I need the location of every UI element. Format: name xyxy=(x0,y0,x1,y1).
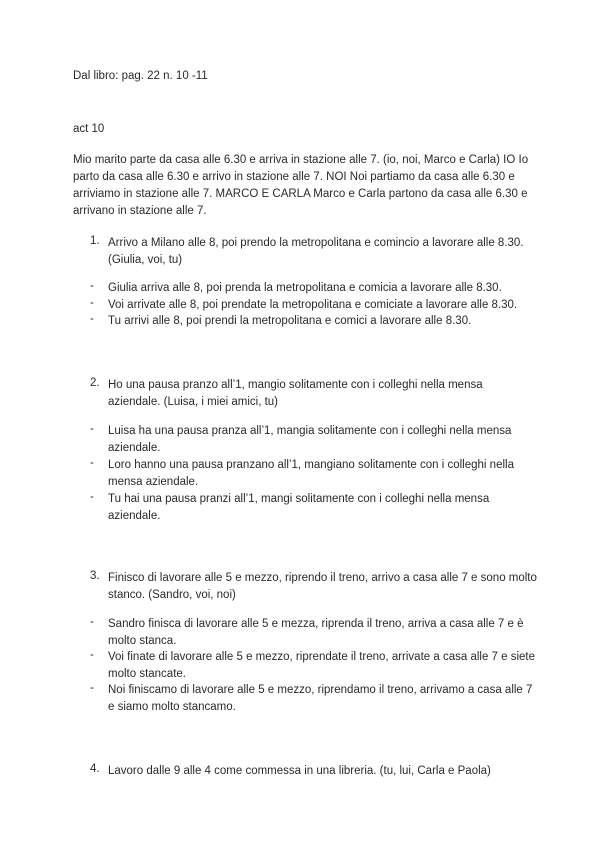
bullet-dash: - xyxy=(90,682,94,694)
exercise-prompt: Finisco di lavorare alle 5 e mezzo, riprendo il treno, arrivo a casa alle 7 e sono molto stanco. (Sandro, voi, noi) xyxy=(108,572,537,601)
answer-item: Tu hai una pausa pranzi all’1, mangi solitamente con i colleghi nella mensa aziendale. xyxy=(108,493,490,522)
activity-heading: act 10 xyxy=(73,123,105,135)
bullet-dash: - xyxy=(90,649,94,661)
exercise-number: 3. xyxy=(90,570,100,582)
answer-item: Loro hanno una pausa pranzano all’1, mangiano solitamente con i colleghi nella mensa aziendale. xyxy=(108,459,514,488)
bullet-dash: - xyxy=(90,297,94,309)
exercise-prompt: Ho una pausa pranzo all’1, mangio solitamente con i colleghi nella mensa aziendale. (Luisa, i miei amici, tu) xyxy=(108,379,483,408)
answer-item: Voi arrivate alle 8, poi prendate la metropolitana e comiciate a lavorare alle 8.30. xyxy=(108,299,518,311)
exercise-prompt: Arrivo a Milano alle 8, poi prendo la metropolitana e comincio a lavorare alle 8.30. (Giulia, voi, tu) xyxy=(108,237,524,266)
bullet-dash: - xyxy=(90,423,94,435)
answer-item: Voi finate di lavorare alle 5 e mezzo, riprendate il treno, arrivate a casa alle 7 e siete molto stancate. xyxy=(108,651,536,680)
bullet-dash: - xyxy=(90,616,94,628)
answer-item: Giulia arriva alle 8, poi prenda la metropolitana e comicia a lavorare alle 8.30. xyxy=(108,282,502,294)
answer-item: Luisa ha una pausa pranza all’1, mangia solitamente con i colleghi nella mensa aziendale. xyxy=(108,425,512,454)
exercise-prompt: Lavoro dalle 9 alle 4 come commessa in una libreria. (tu, lui, Carla e Paola) xyxy=(108,765,491,777)
answer-item: Tu arrivi alle 8, poi prendi la metropolitana e comici a lavorare alle 8.30. xyxy=(108,315,472,327)
exercise-number: 2. xyxy=(90,377,100,389)
answer-item: Sandro finisca di lavorare alle 5 e mezza, riprenda il treno, arriva a casa alle 7 e è molto stanca. xyxy=(108,618,524,647)
exercise-number: 4. xyxy=(90,763,100,775)
intro-paragraph: Mio marito parte da casa alle 6.30 e arriva in stazione alle 7. (io, noi, Marco e Carla) IO Io parto da casa alle 6.30 e arrivo in stazione alle 7. NOI Noi partiamo da casa alle 6.30 e arriviamo in stazione alle 7. MARCO E CARLA Marco e Carla partono da casa alle 6.30 e arrivano in stazione alle 7. xyxy=(73,154,529,217)
answer-item: Noi finiscamo di lavorare alle 5 e mezzo, riprendamo il treno, arrivamo a casa alle 7 e siamo molto stancamo. xyxy=(108,684,533,713)
bullet-dash: - xyxy=(90,313,94,325)
bullet-dash: - xyxy=(90,491,94,503)
bullet-dash: - xyxy=(90,457,94,469)
bullet-dash: - xyxy=(90,280,94,292)
exercise-number: 1. xyxy=(90,235,100,247)
source-reference: Dal libro: pag. 22 n. 10 -11 xyxy=(73,70,208,82)
